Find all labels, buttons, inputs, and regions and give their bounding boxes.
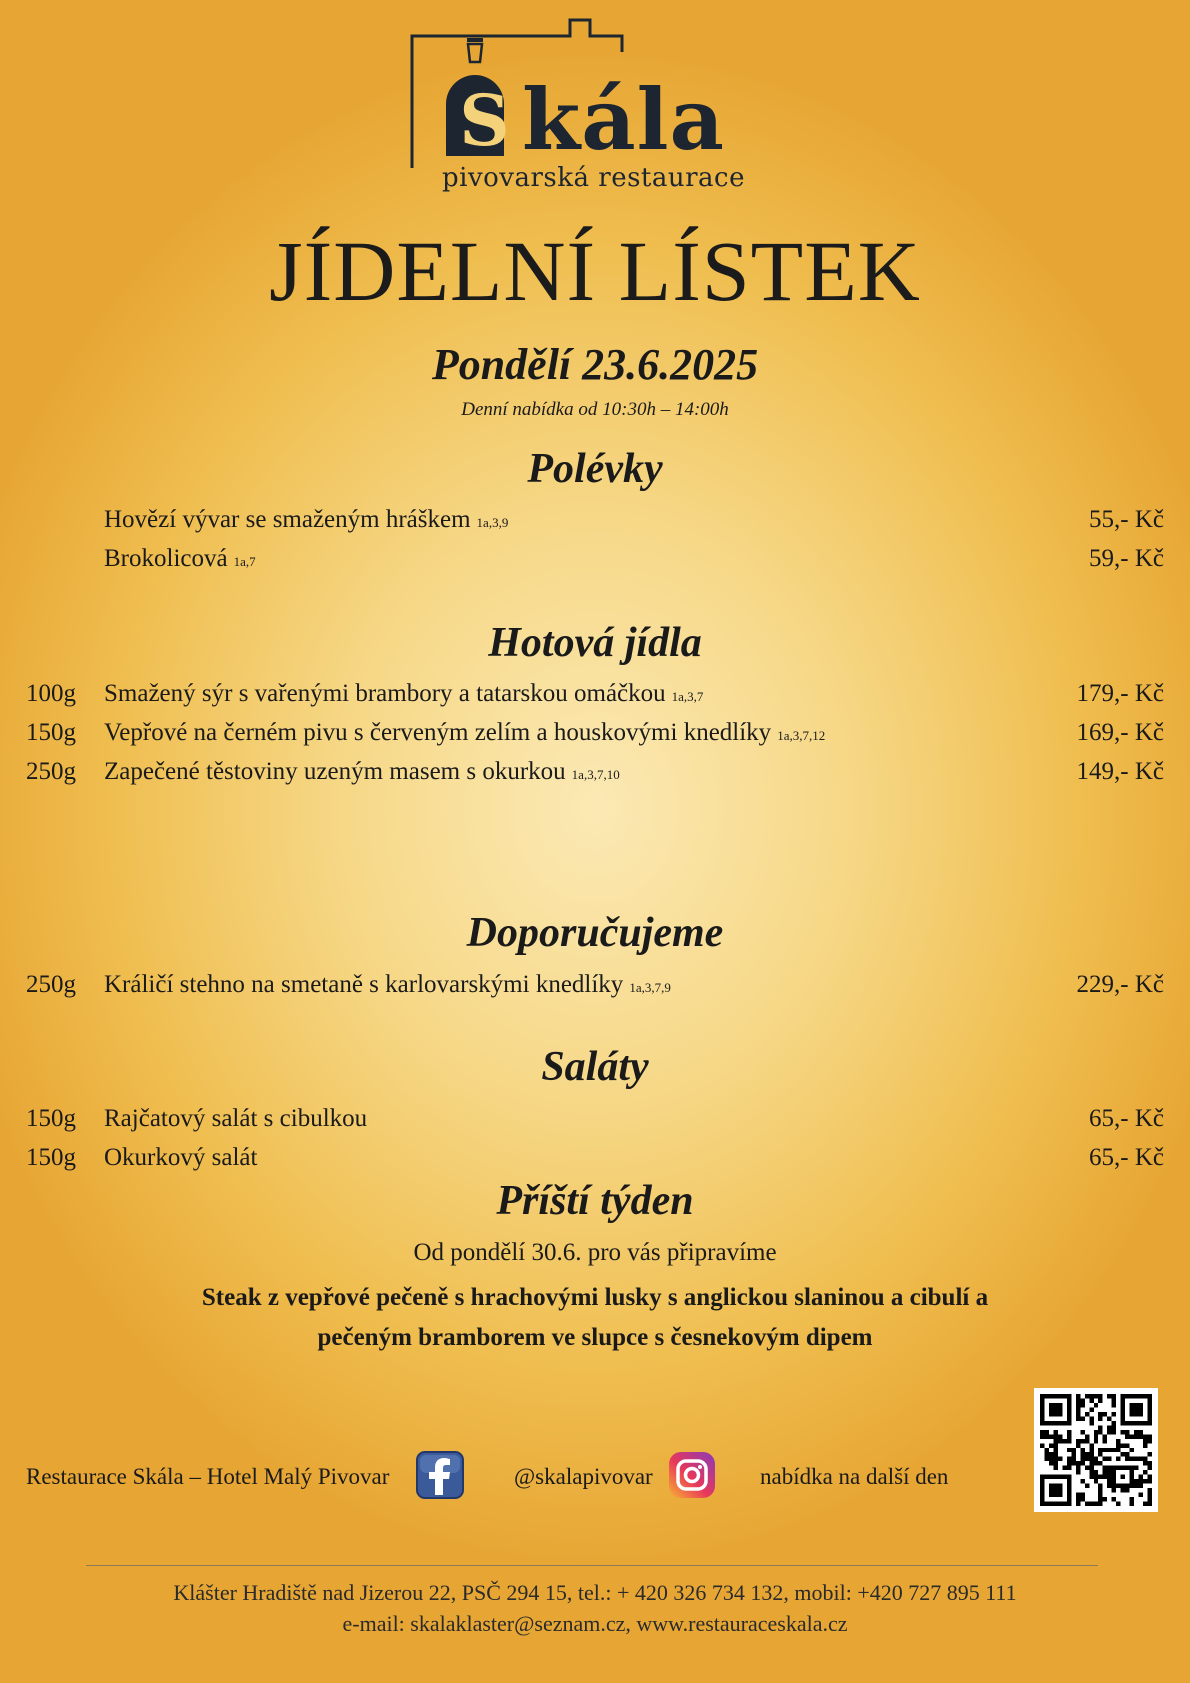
item-price: 59,- Kč xyxy=(1089,545,1164,572)
item-name-text: Smažený sýr s vařenými brambory a tatarskou omáčkou xyxy=(104,680,666,707)
instagram-text: @skalapivovar xyxy=(514,1464,653,1489)
item-allergens: 1a,7 xyxy=(233,554,256,569)
item-name-text: Vepřové na černém pivu s červeným zelím a houskovými knedlíky xyxy=(104,719,772,746)
menu-item xyxy=(0,544,1190,574)
item-name xyxy=(104,679,703,712)
contact-info: e-mail: skalaklaster@seznam.cz, www.restauraceskala.cz xyxy=(342,1611,848,1636)
logo xyxy=(410,16,770,196)
item-price: 229,- Kč xyxy=(1076,971,1164,998)
page-title: JÍDELNÍ LÍSTEK xyxy=(269,223,921,319)
item-allergens: 1a,3,7,12 xyxy=(777,728,826,743)
item-name xyxy=(104,544,256,577)
menu-item xyxy=(0,757,1190,787)
logo-subtitle: pivovarská restaurace xyxy=(441,163,745,193)
facebook-text: Restaurace Skála – Hotel Malý Pivovar xyxy=(26,1464,390,1489)
section-heading-soups: Polévky xyxy=(527,446,663,492)
item-name-text: Hovězí vývar se smaženým hráškem xyxy=(104,506,471,533)
next-week-dish-line2: pečeným bramborem ve slupce s česnekovým dipem xyxy=(317,1324,873,1351)
section-heading-next-week: Příští týden xyxy=(496,1178,694,1224)
qr-code-graphic xyxy=(1040,1394,1152,1506)
facebook-icon[interactable] xyxy=(416,1451,464,1504)
qr-code[interactable] xyxy=(1034,1388,1158,1512)
item-price: 169,- Kč xyxy=(1076,719,1164,746)
item-price: 65,- Kč xyxy=(1089,1144,1164,1171)
item-weight: 150g xyxy=(26,719,76,746)
menu-item xyxy=(0,1104,1190,1134)
item-allergens: 1a,3,9 xyxy=(476,515,509,530)
next-week-dish-line1: Steak z vepřové pečeně s hrachovými lusky s anglickou slaninou a cibulí a xyxy=(201,1284,989,1311)
item-name xyxy=(104,757,620,790)
item-allergens: 1a,3,7,9 xyxy=(629,980,671,995)
instagram-icon[interactable] xyxy=(668,1451,716,1504)
address: Klášter Hradiště nad Jizerou 22, PSČ 294 15, tel.: + 420 326 734 132, mobil: +420 727 895 111 xyxy=(173,1580,1017,1605)
menu-item xyxy=(0,505,1190,535)
qr-caption: nabídka na další den xyxy=(760,1464,949,1489)
item-name-text: Zapečené těstoviny uzeným masem s okurkou xyxy=(104,758,566,785)
item-weight: 250g xyxy=(26,971,76,998)
footer-divider xyxy=(86,1565,1098,1566)
item-price: 179,- Kč xyxy=(1076,680,1164,707)
item-weight: 150g xyxy=(26,1144,76,1171)
item-price: 149,- Kč xyxy=(1076,758,1164,785)
logo-wordmark: S kála xyxy=(459,70,725,169)
item-name-text: Králičí stehno na smetaně s karlovarskými knedlíky xyxy=(104,971,624,998)
item-weight: 150g xyxy=(26,1105,76,1132)
item-name: Rajčatový salát s cibulkou xyxy=(104,1105,368,1132)
item-name xyxy=(104,505,508,538)
item-price: 55,- Kč xyxy=(1089,506,1164,533)
item-name-text: Brokolicová xyxy=(104,545,228,572)
item-allergens: 1a,3,7 xyxy=(671,689,704,704)
next-week-intro: Od pondělí 30.6. pro vás připravíme xyxy=(413,1239,777,1266)
next-week-dish xyxy=(0,1278,1190,1358)
menu-item xyxy=(0,679,1190,709)
menu-item xyxy=(0,1143,1190,1173)
menu-item xyxy=(0,970,1190,1000)
item-name xyxy=(104,970,671,1003)
item-name xyxy=(104,718,825,751)
item-name: Okurkový salát xyxy=(104,1144,258,1171)
item-weight: 100g xyxy=(26,680,76,707)
menu-item xyxy=(0,718,1190,748)
section-heading-salads: Saláty xyxy=(541,1044,649,1090)
serving-hours: Denní nabídka od 10:30h – 14:00h xyxy=(461,399,729,420)
section-heading-recommend: Doporučujeme xyxy=(466,910,724,956)
item-allergens: 1a,3,7,10 xyxy=(571,767,620,782)
item-weight: 250g xyxy=(26,758,76,785)
menu-date: Pondělí 23.6.2025 xyxy=(431,340,759,389)
item-price: 65,- Kč xyxy=(1089,1105,1164,1132)
section-heading-mains: Hotová jídla xyxy=(488,620,702,666)
